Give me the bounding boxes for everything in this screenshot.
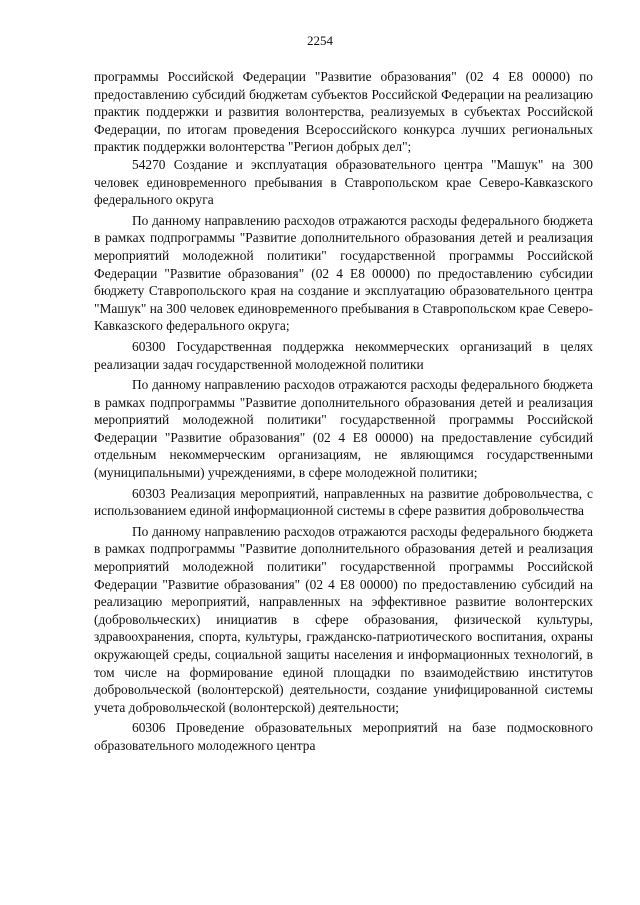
page-number: 2254 bbox=[307, 33, 333, 48]
paragraph-description: По данному направлению расходов отражаются расходы федерального бюджета в рамках подпрограммы "Развитие дополнительного образования детей и реализация мероприятий молодежной политики" государственной программы Российской Федерации "Развитие образования" (02 4 E8 00000) по предоставлению субсидии бюджету Ставропольского края на создание и эксплуатацию образовательного центра "Машук" на 300 человек единовременного пребывания в Ставропольском крае Северо-Кавказского федерального округа; bbox=[94, 212, 593, 334]
paragraph-description: По данному направлению расходов отражаются расходы федерального бюджета в рамках подпрограммы "Развитие дополнительного образования детей и реализация мероприятий молодежной политики" государственной программы Российской Федерации "Развитие образования" (02 4 E8 00000) на предоставление субсидий отдельным некоммерческим организациям, не являющимся государственными (муниципальными) учреждениями, в сфере молодежной политики; bbox=[94, 377, 593, 481]
paragraph-code-60306: 60306 Проведение образовательных мероприятий на базе подмосковного образовательного молодежного центра bbox=[94, 720, 593, 753]
paragraph-continuation: программы Российской Федерации "Развитие образования" (02 4 E8 00000) по предоставлению субсидий бюджетам субъектов Российской Федерации на реализацию практик поддержки и развития волонтерства, реализуемых в субъектах Российской Федерации, по итогам проведения Всероссийского конкурса лучших региональных практик поддержки волонтерства "Регион добрых дел"; bbox=[94, 69, 593, 155]
document-body bbox=[94, 68, 593, 755]
paragraph-code-54270: 54270 Создание и эксплуатация образовательного центра "Машук" на 300 человек единовременного пребывания в Ставропольском крае Северо-Кавказского федерального округа bbox=[94, 156, 593, 208]
paragraph-description: По данному направлению расходов отражаются расходы федерального бюджета в рамках подпрограммы "Развитие дополнительного образования детей и реализация мероприятий молодежной политики" государственной программы Российской Федерации "Развитие образования" (02 4 E8 00000) по предоставлению субсидий на реализацию мероприятий, направленных на эффективное развитие волонтерских (добровольческих) инициатив в сфере образования, физической культуры, здравоохранения, спорта, культуры, гражданско-патриотического воспитания, охраны окружающей среды, социальной защиты населения и информационных технологий, в том числе на формирование единой площадки по взаимодействию институтов добровольческой (волонтерской) деятельности, создание унифицированной системы учета добровольческой (волонтерской) деятельности; bbox=[94, 523, 593, 715]
paragraph-code-60303: 60303 Реализация мероприятий, направленных на развитие добровольчества, с использованием единой информационной системы в сфере развития добровольчества bbox=[94, 485, 593, 519]
paragraph-code-60300: 60300 Государственная поддержка некоммерческих организаций в целях реализации задач государственной молодежной политики bbox=[94, 338, 593, 372]
